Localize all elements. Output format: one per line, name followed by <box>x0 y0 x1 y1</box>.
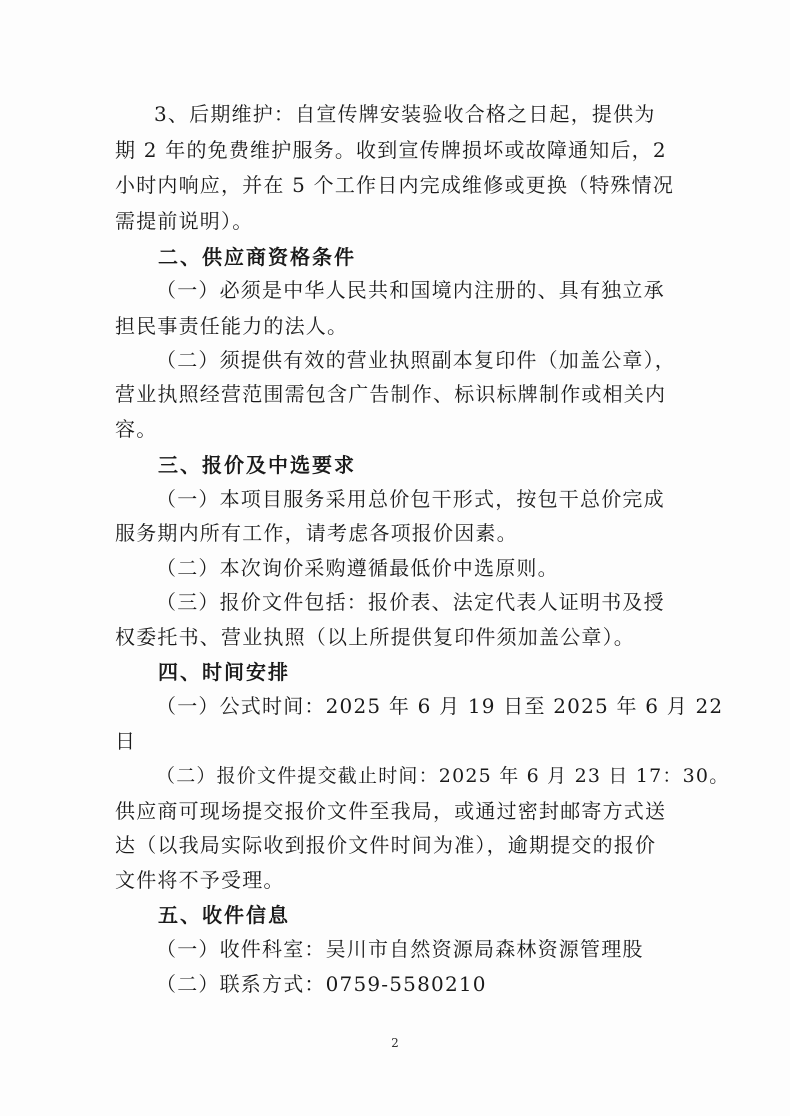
section-heading: 四、时间安排 <box>158 660 290 684</box>
paragraph-line: （二）联系方式：0759-5580210 <box>156 972 487 996</box>
paragraph-line: （二）须提供有效的营业执照副本复印件（加盖公章）， <box>156 348 676 372</box>
paragraph-line: （二）本次询价采购遵循最低价中选原则。 <box>156 556 559 580</box>
paragraph-line: 日 <box>115 729 137 753</box>
paragraph-line: 供应商可现场提交报价文件至我局，或通过密封邮寄方式送 <box>115 799 667 823</box>
paragraph-line: （一）必须是中华人民共和国境内注册的、具有独立承 <box>156 278 665 302</box>
section-heading: 二、供应商资格条件 <box>158 245 356 269</box>
paragraph-line: 担民事责任能力的法人。 <box>115 314 349 338</box>
section-heading: 五、收件信息 <box>158 903 290 927</box>
paragraph-line: 营业执照经营范围需包含广告制作、标识标牌制作或相关内 <box>115 382 667 406</box>
paragraph-line: 达（以我局实际收到报价文件时间为准），逾期提交的报价 <box>115 833 657 857</box>
paragraph-line: 小时内响应，并在 5 个工作日内完成维修或更换（特殊情况 <box>115 173 675 197</box>
paragraph-line: 服务期内所有工作，请考虑各项报价因素。 <box>115 521 518 545</box>
paragraph-line: （三）报价文件包括：报价表、法定代表人证明书及授 <box>156 590 665 614</box>
paragraph-line: 文件将不予受理。 <box>115 868 285 892</box>
section-heading: 三、报价及中选要求 <box>158 453 356 477</box>
paragraph-line: （一）公式时间：2025 年 6 月 19 日至 2025 年 6 月 22 <box>156 694 724 718</box>
page-number: 2 <box>391 1036 399 1050</box>
paragraph-line: 期 2 年的免费维护服务。收到宣传牌损坏或故障通知后，2 <box>115 138 667 162</box>
paragraph-line: 权委托书、营业执照（以上所提供复印件须加盖公章）。 <box>115 625 635 649</box>
paragraph-line: （二）报价文件提交截止时间：2025 年 6 月 23 日 17：30。 <box>156 765 730 787</box>
paragraph-line: （一）收件科室：吴川市自然资源局森林资源管理股 <box>156 937 644 961</box>
paragraph-line: 需提前说明）。 <box>115 209 254 233</box>
paragraph-line: （一）本项目服务采用总价包干形式，按包干总价完成 <box>156 487 665 511</box>
paragraph-line: 容。 <box>115 417 158 441</box>
paragraph-line: 3、后期维护：自宣传牌安装验收合格之日起，提供为 <box>154 102 656 126</box>
